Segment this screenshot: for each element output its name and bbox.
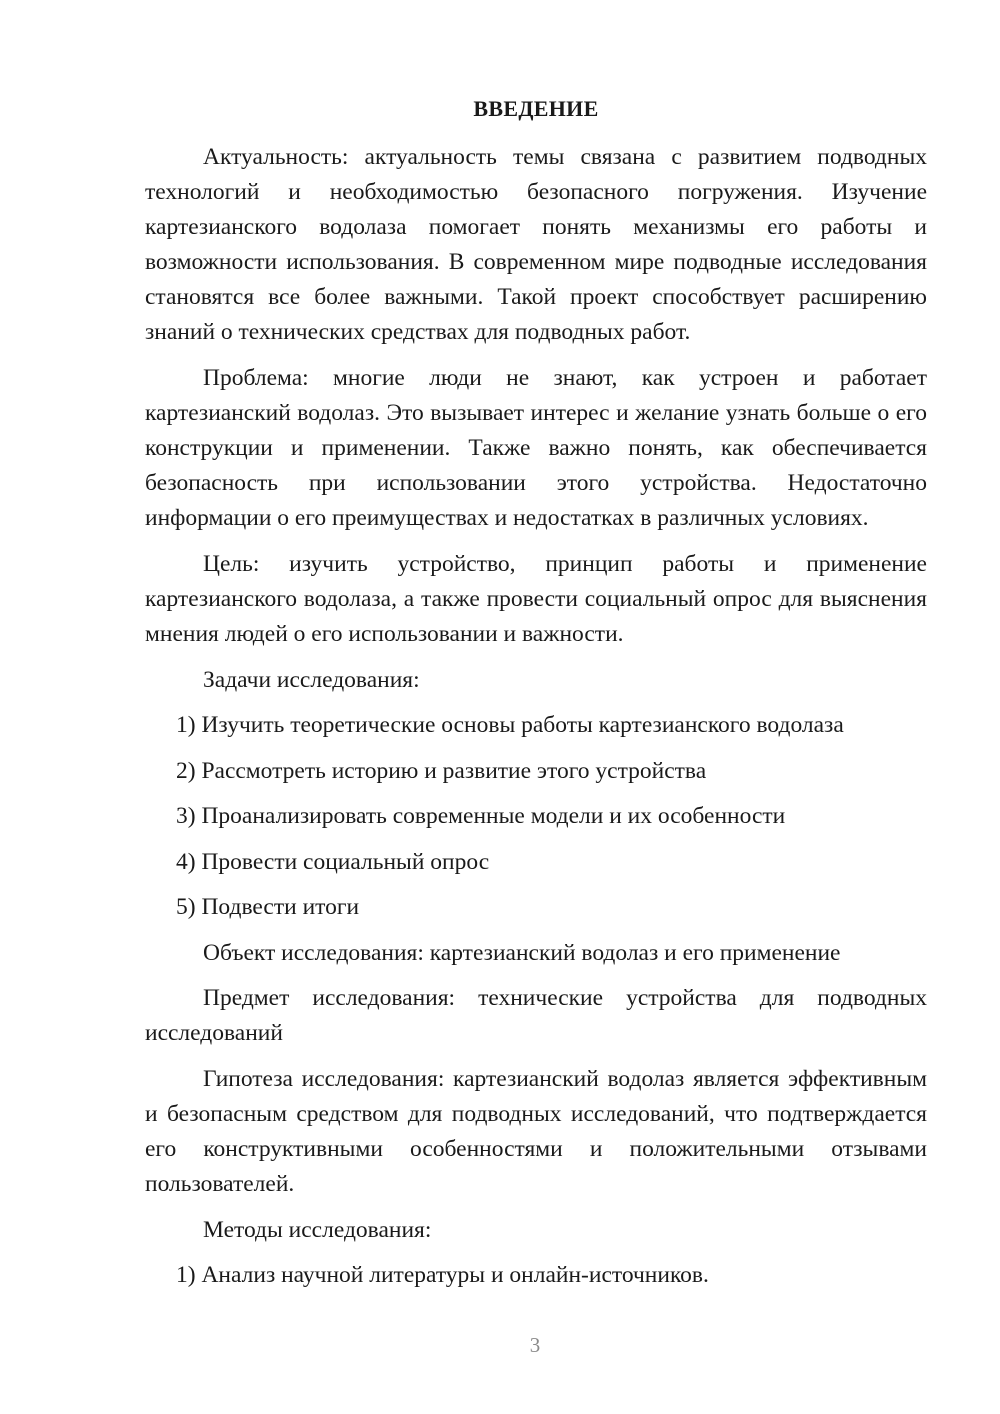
problem-paragraph: Проблема: многие люди не знают, как устроен и работает картезианский водолаз. Это вызывает интерес и желание узнать больше о его конструкции и применении. Также важно понять, как обеспечивается безопасность при использовании этого устройства. Недостаточно информации о его преимуществах и недостатках в различных условиях.: [145, 365, 927, 531]
document-title: ВВЕДЕНИЕ: [473, 96, 599, 121]
goal-paragraph: Цель: изучить устройство, принцип работы и применение картезианского водолаза, а также провести социальный опрос для выяснения мнения людей о его использовании и важности.: [145, 551, 927, 647]
list-item: 1) Изучить теоретические основы работы картезианского водолаза: [176, 712, 844, 738]
list-item: 4) Провести социальный опрос: [176, 848, 490, 875]
page-number: 3: [529, 1333, 541, 1357]
methods-heading: Методы исследования:: [203, 1216, 432, 1243]
object-paragraph: Объект исследования: картезианский водолаз и его применение: [203, 939, 841, 966]
relevance-paragraph: Актуальность: актуальность темы связана с развитием подводных технологий и необходимостью безопасного погружения. Изучение картезианского водолаза помогает понять механизмы его работы и возможности использования. В современном мире подводные исследования становятся все более важными. Такой проект способствует расширению знаний о технических средствах для подводных работ.: [145, 144, 927, 345]
list-item: 3) Проанализировать современные модели и их особенности: [176, 803, 786, 829]
list-item: 2) Рассмотреть историю и развитие этого устройства: [176, 757, 707, 784]
tasks-heading: Задачи исследования:: [203, 667, 420, 693]
tasks-list: [145, 708, 927, 925]
list-item: 1) Анализ научной литературы и онлайн-источников.: [176, 1261, 709, 1288]
hypothesis-paragraph: Гипотеза исследования: картезианский водолаз является эффективным и безопасным средством для подводных исследований, что подтверждается его конструктивными особенностями и положительными отзывами пользователей.: [145, 1065, 927, 1197]
list-item: 5) Подвести итоги: [176, 894, 360, 920]
document-body: [145, 92, 927, 1303]
methods-list: [145, 1258, 927, 1293]
subject-paragraph: Предмет исследования: технические устройства для подводных исследований: [145, 984, 927, 1046]
